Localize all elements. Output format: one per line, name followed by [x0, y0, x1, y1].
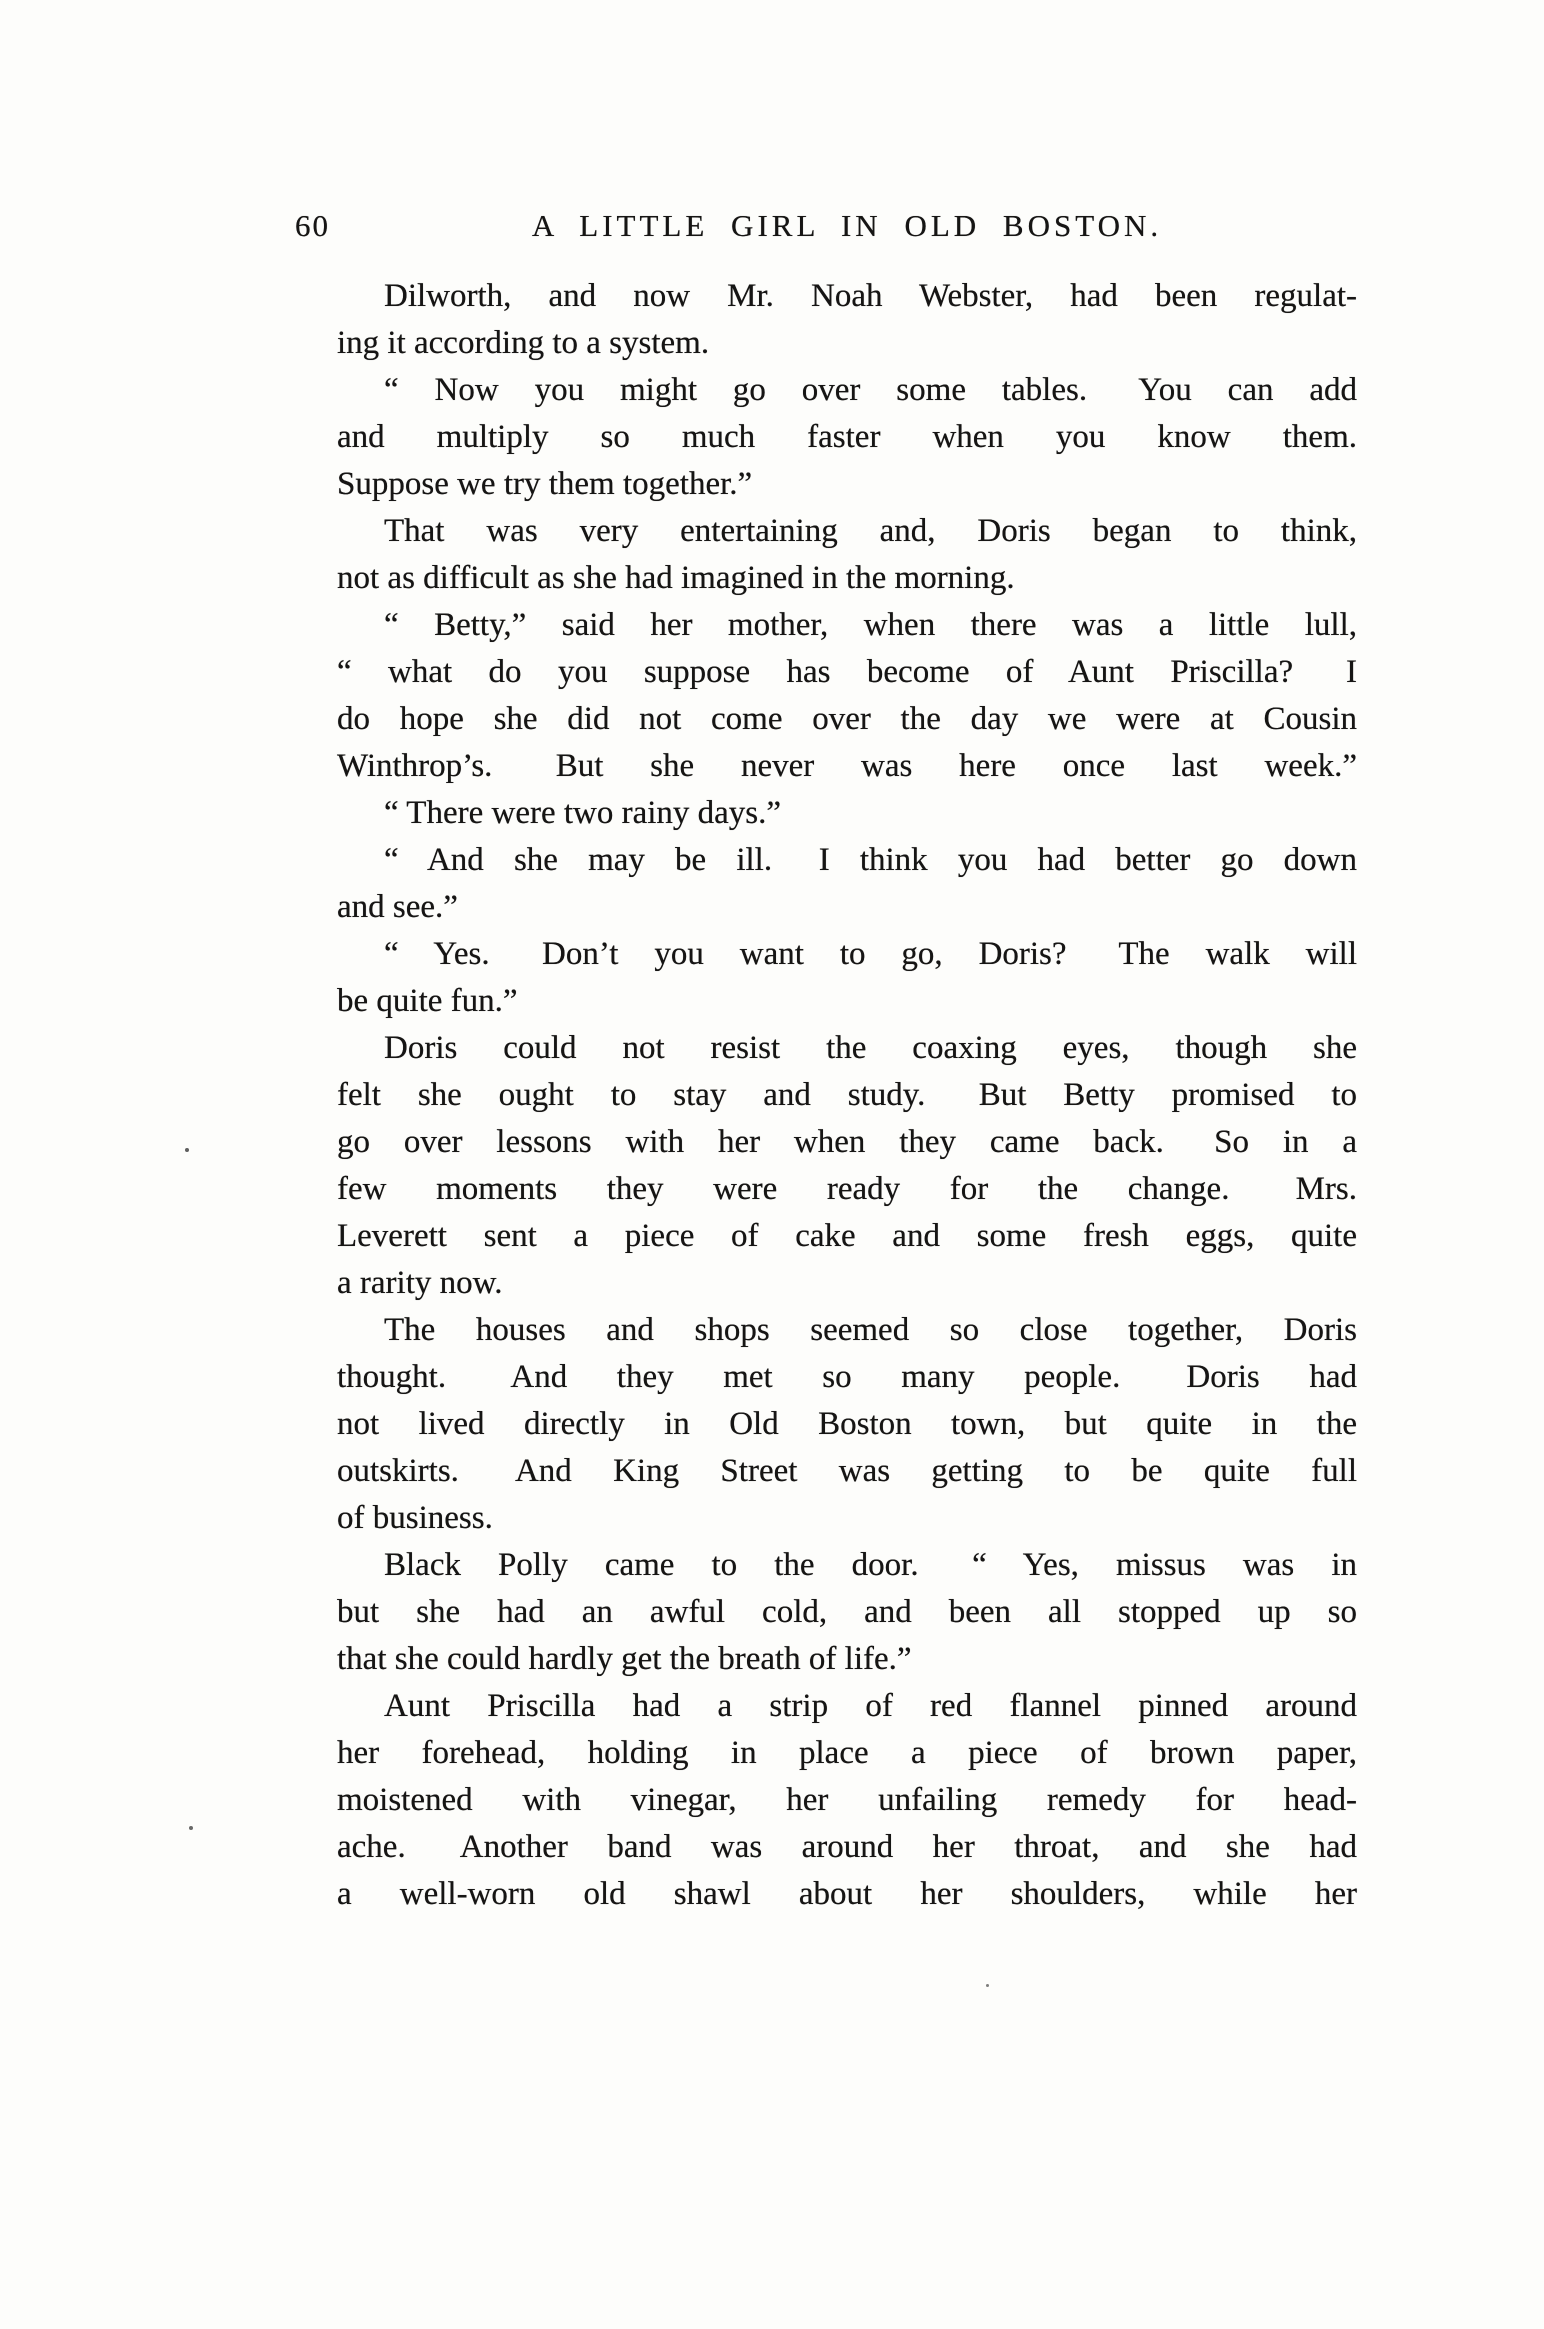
- text-line: a rarity now.: [337, 1265, 503, 1301]
- text-line: do hope she did not come over the day we were at Cousin: [337, 701, 1357, 737]
- text-line: “ There were two rainy days.”: [384, 795, 782, 831]
- text-line: be quite fun.”: [337, 983, 518, 1019]
- text-line: Leverett sent a piece of cake and some fresh eggs, quite: [337, 1218, 1357, 1254]
- text-line: a well-worn old shawl about her shoulders, while her: [337, 1876, 1357, 1912]
- running-header: [295, 205, 1357, 247]
- scan-speck: [986, 1984, 989, 1987]
- text-line: Winthrop’s. But she never was here once last week.”: [337, 748, 1357, 784]
- text-line: felt she ought to stay and study. But Betty promised to: [337, 1077, 1357, 1113]
- text-line: Dilworth, and now Mr. Noah Webster, had been regulat-: [384, 278, 1357, 314]
- text-line: not as difficult as she had imagined in the morning.: [337, 560, 1015, 596]
- page-body: [337, 273, 1357, 1918]
- text-line: The houses and shops seemed so close together, Doris: [384, 1312, 1357, 1348]
- text-line: ing it according to a system.: [337, 325, 710, 361]
- text-line: Black Polly came to the door. “ Yes, missus was in: [384, 1547, 1357, 1583]
- text-line: Aunt Priscilla had a strip of red flannel pinned around: [384, 1688, 1357, 1724]
- text-line: thought. And they met so many people. Doris had: [337, 1359, 1357, 1395]
- text-line: ache. Another band was around her throat, and she had: [337, 1829, 1357, 1865]
- text-line: That was very entertaining and, Doris began to think,: [384, 513, 1357, 549]
- text-line: moistened with vinegar, her unfailing remedy for head-: [337, 1782, 1357, 1818]
- text-line: of business.: [337, 1500, 493, 1536]
- text-line: “ Now you might go over some tables. You can add: [384, 372, 1357, 408]
- page-number: 60: [295, 208, 330, 243]
- text-line: not lived directly in Old Boston town, but quite in the: [337, 1406, 1357, 1442]
- text-line: and multiply so much faster when you know them.: [337, 419, 1357, 455]
- text-line: Doris could not resist the coaxing eyes, though she: [384, 1030, 1357, 1066]
- text-line: outskirts. And King Street was getting to be quite full: [337, 1453, 1357, 1489]
- text-line: but she had an awful cold, and been all stopped up so: [337, 1594, 1357, 1630]
- text-line: and see.”: [337, 889, 458, 925]
- scan-speck: [185, 1148, 189, 1152]
- text-line: that she could hardly get the breath of life.”: [337, 1641, 912, 1677]
- text-line: her forehead, holding in place a piece of brown paper,: [337, 1735, 1357, 1771]
- page-title: A LITTLE GIRL IN OLD BOSTON.: [531, 208, 1163, 243]
- text-line: “ And she may be ill. I think you had better go down: [384, 842, 1357, 878]
- text-line: “ Betty,” said her mother, when there was a little lull,: [384, 607, 1357, 643]
- text-line: “ what do you suppose has become of Aunt Priscilla? I: [337, 654, 1357, 690]
- scan-speck: [189, 1826, 193, 1830]
- text-line: “ Yes. Don’t you want to go, Doris? The walk will: [384, 936, 1357, 972]
- text-line: Suppose we try them together.”: [337, 466, 753, 502]
- text-line: few moments they were ready for the change. Mrs.: [337, 1171, 1357, 1207]
- text-line: go over lessons with her when they came back. So in a: [337, 1124, 1357, 1160]
